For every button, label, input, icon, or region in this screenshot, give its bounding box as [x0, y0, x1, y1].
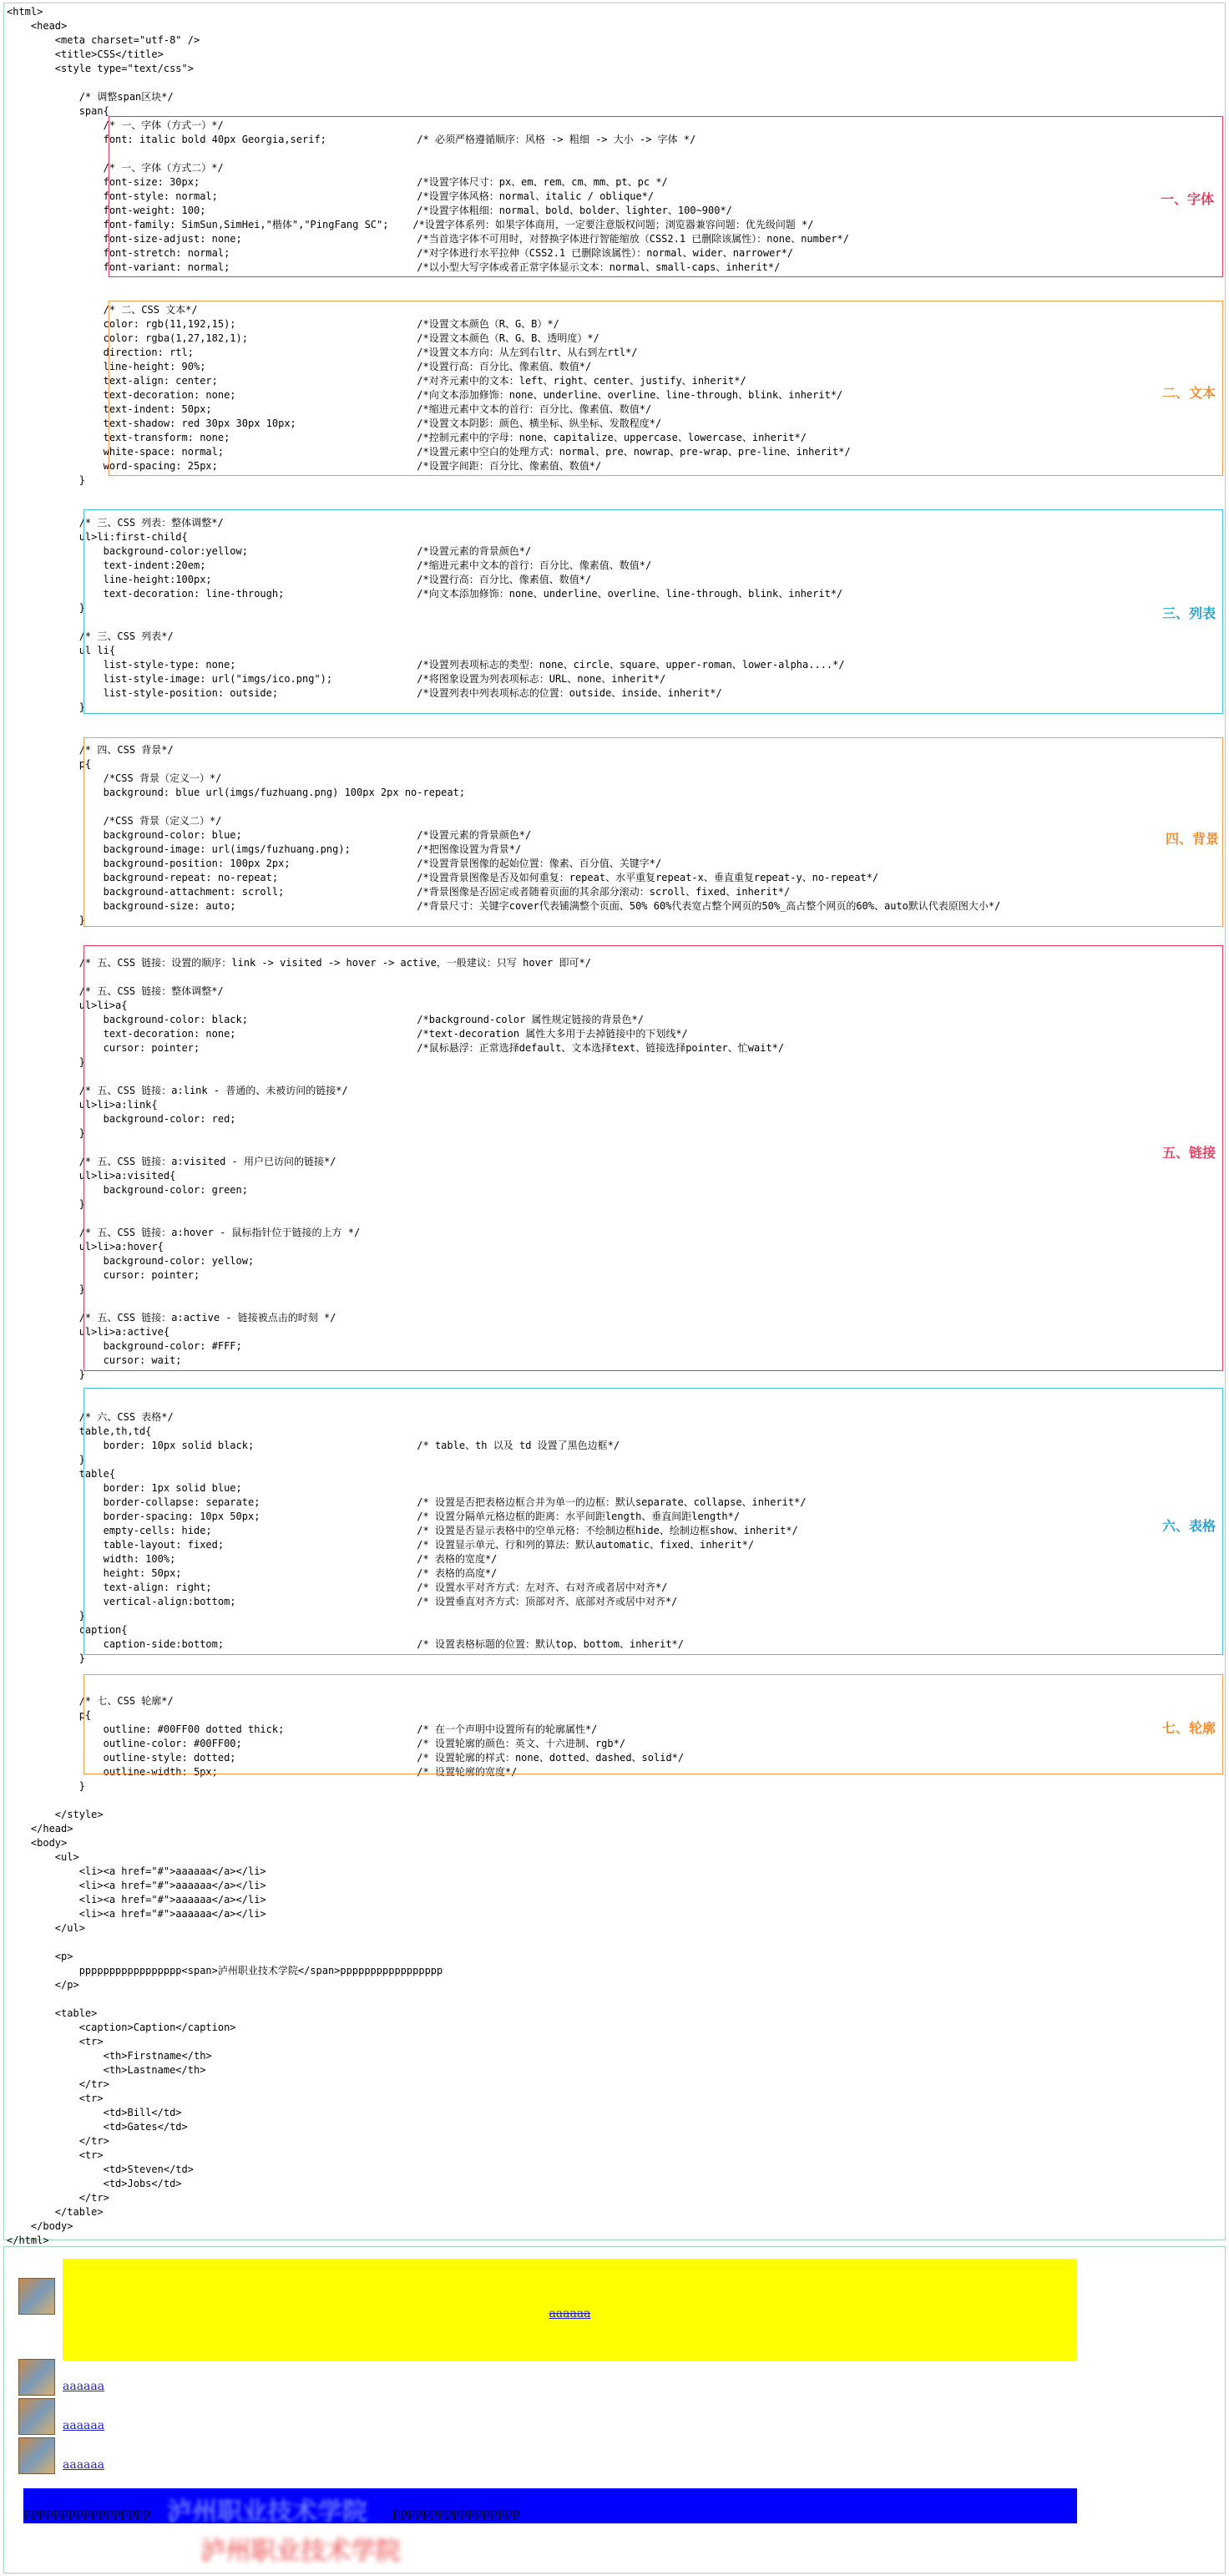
code-line: } [7, 1056, 85, 1068]
code-line: font-size: 30px; /*设置字体尺寸：px、em、rem、cm、mm、pt、pc */ [7, 176, 668, 188]
section-label-outline: 七、轮廓 [1162, 1720, 1216, 1736]
code-line: /* 五、CSS 链接：a:link - 普通的、未被访问的链接*/ [7, 1085, 348, 1096]
code-line: font-stretch: normal; /*对字体进行水平拉伸（CSS2.1 已删除该属性）：normal、wider、narrower*/ [7, 247, 794, 259]
code-line: background-color: black; /*background-color 属性规定链接的背景色*/ [7, 1014, 644, 1025]
list-marker-icon [18, 2398, 55, 2435]
section-label-background: 四、背景 [1166, 831, 1220, 847]
code-line: <li><a href="#">aaaaaa</a></li> [7, 1894, 266, 1905]
section-box-table [83, 1388, 1223, 1655]
code-line: table,th,td{ [7, 1425, 152, 1437]
code-line: /*CSS 背景（定义二）*/ [7, 815, 222, 827]
code-line: font-family: SimSun,SimHei,"楷体","PingFang SC"; /*设置字体系列：如果字体商用，一定要注意版权问题；浏览器兼容问题：优先级问题 */ [7, 219, 814, 230]
code-line: <li><a href="#">aaaaaa</a></li> [7, 1865, 266, 1877]
code-line: } [7, 1610, 85, 1622]
code-line: <th>Lastname</th> [7, 2064, 206, 2076]
code-line: background: blue url(imgs/fuzhuang.png) 100px 2px no-repeat; [7, 787, 466, 798]
code-line: outline-width: 5px; /* 设置轮廓的宽度*/ [7, 1766, 518, 1778]
code-line: /* 三、CSS 列表：整体调整*/ [7, 517, 224, 529]
code-line: <head> [7, 20, 68, 32]
code-line: } [7, 914, 85, 926]
code-line: </html> [7, 2234, 49, 2246]
code-line: background-size: auto; /*背景尺寸：关键字cover代表铺满整个页面、50% 60%代表宽占整个网页的50%_高占整个网页的60%、auto默认代表原图大小*/ [7, 900, 1001, 912]
code-line [7, 715, 1000, 729]
code-line [7, 928, 1000, 942]
code-line: ul>li>a:active{ [7, 1326, 170, 1338]
code-line: width: 100%; /* 表格的宽度*/ [7, 1553, 498, 1565]
code-line: <tr> [7, 2149, 104, 2161]
code-line: <meta charset="utf-8" /> [7, 34, 200, 46]
code-line: font-size-adjust: none; /*当首选字体不可用时，对替换字体进行智能缩放（CSS2.1 已删除该属性）：none、number*/ [7, 233, 849, 245]
code-line: /* 七、CSS 轮廓*/ [7, 1695, 174, 1707]
paragraph-start: ppppppppppppppppp [23, 2507, 151, 2520]
code-line: /* 三、CSS 列表*/ [7, 630, 174, 642]
code-line: color: rgb(11,192,15); /*设置文本颜色（R、G、B）*/ [7, 318, 559, 330]
code-line: table-layout: fixed; /* 设置显示单元、行和列的算法：默认automatic、fixed、inherit*/ [7, 1539, 755, 1551]
code-line: border-collapse: separate; /* 设置是否把表格边框合并为单一的边框：默认separate、collapse、inherit*/ [7, 1496, 807, 1508]
code-line: cursor: pointer; /*鼠标悬浮：正常选择default、文本选择text、链接选择pointer、忙wait*/ [7, 1042, 785, 1054]
paragraph-text [23, 2507, 520, 2520]
code-line: list-style-image: url("imgs/ico.png"); /*将图象设置为列表项标志：URL、none、inherit*/ [7, 673, 666, 685]
code-line: <tr> [7, 2036, 104, 2047]
code-line: </tr> [7, 2135, 109, 2147]
span-text-ghost: 泸州职业技术学院 [167, 2498, 367, 2527]
code-line [7, 488, 1000, 502]
code-line [7, 1936, 1000, 1950]
code-line: <title>CSS</title> [7, 48, 164, 60]
section-box-text [109, 301, 1223, 476]
code-line: <table> [7, 2007, 98, 2019]
code-line: </head> [7, 1823, 73, 1835]
code-line: /* 四、CSS 背景*/ [7, 744, 174, 756]
code-line: outline: #00FF00 dotted thick; /* 在一个声明中设置所有的轮廓属性*/ [7, 1723, 598, 1735]
code-line: white-space: normal; /*设置元素中空白的处理方式：normal、pre、nowrap、pre-wrap、pre-line、inherit*/ [7, 446, 851, 458]
code-line: vertical-align:bottom; /* 设置垂直对齐方式：顶部对齐、底部对齐或居中对齐*/ [7, 1596, 678, 1607]
code-line: border: 1px solid blue; [7, 1482, 242, 1494]
code-line: font-weight: 100; /*设置字体粗细：normal、bold、bolder、lighter、100~900*/ [7, 205, 732, 216]
code-line: background-image: url(imgs/fuzhuang.png); /*把图像设置为背景*/ [7, 843, 522, 855]
code-line: font-variant: normal; /*以小型大写字体或者正常字体显示文本：normal、small-caps、inherit*/ [7, 261, 781, 273]
code-line: </p> [7, 1979, 79, 1991]
code-line: cursor: wait; [7, 1354, 182, 1366]
code-line: <td>Bill</td> [7, 2107, 182, 2118]
code-line: outline-style: dotted; /* 设置轮廓的样式：none、dotted、dashed、solid*/ [7, 1752, 685, 1764]
code-line: <th>Firstname</th> [7, 2050, 212, 2062]
code-line: } [7, 701, 85, 713]
code-line: empty-cells: hide; /* 设置是否显示表格中的空单元格：不绘制边框hide、绘制边框show、inherit*/ [7, 1525, 798, 1536]
code-line: </ul> [7, 1922, 85, 1934]
first-list-item [63, 2259, 1077, 2361]
code-line: color: rgba(1,27,182,1); /*设置文本颜色（R、G、B、透明度）*/ [7, 332, 599, 344]
code-line: <tr> [7, 2093, 104, 2104]
code-line: direction: rtl; /*设置文本方向：从左到右ltr、从右到左rtl*/ [7, 347, 638, 358]
code-line: text-decoration: none; /*向文本添加修饰：none、underline、overline、line-through、blink、inherit*/ [7, 389, 843, 401]
code-line: line-height:100px; /*设置行高：百分比、像素值、数值*/ [7, 574, 592, 585]
code-line: <ul> [7, 1851, 79, 1863]
code-line: /* 一、字体（方式一）*/ [7, 119, 224, 131]
list-marker-icon [18, 2437, 55, 2474]
section-label-table: 六、表格 [1162, 1518, 1216, 1534]
code-line: <td>Steven</td> [7, 2164, 194, 2175]
code-line: } [7, 474, 85, 486]
code-line: <td>Gates</td> [7, 2121, 188, 2133]
code-line: text-decoration: line-through; /*向文本添加修饰：none、underline、overline、line-through、blink、inherit*/ [7, 588, 843, 600]
section-box-link [83, 945, 1223, 1371]
code-line: text-align: center; /*对齐元素中的文本：left、right、center、justify、inherit*/ [7, 375, 746, 387]
list-marker-icon [18, 2359, 55, 2396]
code-line: <body> [7, 1837, 68, 1849]
code-line: list-style-position: outside; /*设置列表中列表项标志的位置：outside、inside、inherit*/ [7, 687, 722, 699]
paragraph-end: ppppppppppppppppp [392, 2507, 520, 2520]
code-line: cursor: pointer; [7, 1269, 200, 1281]
code-line: outline-color: #00FF00; /* 设置轮廓的颜色：英文、十六进制、rgb*/ [7, 1738, 626, 1749]
span-text-shadow: 泸州职业技术学院 [200, 2537, 401, 2566]
code-line: } [7, 1780, 85, 1792]
code-line: /* 二、CSS 文本*/ [7, 304, 198, 316]
code-line: background-position: 100px 2px; /*设置背景图像的起始位置：像素、百分值、关键字*/ [7, 858, 662, 869]
code-line: background-color: red; [7, 1113, 236, 1125]
code-line: </table> [7, 2206, 104, 2218]
section-label-font: 一、字体 [1161, 191, 1215, 207]
code-line: } [7, 1454, 85, 1465]
code-line: /* 五、CSS 链接：整体调整*/ [7, 985, 224, 997]
code-line: span{ [7, 105, 109, 117]
list-marker-icon [18, 2278, 55, 2315]
code-line: background-color: #FFF; [7, 1340, 242, 1352]
code-line: } [7, 1198, 85, 1210]
code-line: text-align: right; /* 设置水平对齐方式：左对齐、右对齐或者居中对齐*/ [7, 1582, 668, 1593]
section-label-text: 二、文本 [1162, 385, 1216, 401]
list-link-1[interactable]: aaaaaa [549, 2307, 591, 2320]
code-line: font: italic bold 40px Georgia,serif; /* 必须严格遵循顺序：风格 -> 粗细 -> 大小 -> 字体 */ [7, 134, 696, 145]
code-line: list-style-type: none; /*设置列表项标志的类型：none、circle、square、upper-roman、lower-alpha....*/ [7, 659, 845, 671]
code-line: ul li{ [7, 645, 116, 656]
code-line: line-height: 90%; /*设置行高：百分比、像素值、数值*/ [7, 361, 592, 372]
code-line: caption-side:bottom; /* 设置表格标题的位置：默认top、bottom、inherit*/ [7, 1638, 684, 1650]
code-line: } [7, 1369, 85, 1380]
code-line: background-color:yellow; /*设置元素的背景颜色*/ [7, 545, 532, 557]
code-line: } [7, 1127, 85, 1139]
code-line: background-repeat: no-repeat; /*设置背景图像是否及如何重复：repeat、水平重复repeat-x、垂直重复repeat-y、no-repeat*/ [7, 872, 879, 883]
list-link-2[interactable]: aaaaaa [63, 2380, 105, 2393]
section-box-font [109, 116, 1223, 277]
code-line: <caption>Caption</caption> [7, 2022, 236, 2033]
section-label-list: 三、列表 [1162, 605, 1216, 621]
code-line: <li><a href="#">aaaaaa</a></li> [7, 1908, 266, 1920]
code-line: height: 50px; /* 表格的高度*/ [7, 1567, 498, 1579]
code-line [7, 76, 1000, 90]
code-line: caption{ [7, 1624, 128, 1636]
code-line [7, 1794, 1000, 1808]
code-line: </body> [7, 2220, 73, 2232]
code-line: ul>li:first-child{ [7, 531, 188, 543]
code-line: } [7, 1652, 85, 1664]
code-line: ul>li>a:link{ [7, 1099, 158, 1111]
code-line: ul>li>a{ [7, 1000, 128, 1011]
code-line: <li><a href="#">aaaaaa</a></li> [7, 1880, 266, 1891]
code-line: /* 一、字体（方式二）*/ [7, 162, 224, 174]
code-line: </tr> [7, 2078, 109, 2090]
code-line: background-color: blue; /*设置元素的背景颜色*/ [7, 829, 532, 841]
code-line: <td>Jobs</td> [7, 2178, 182, 2189]
list-link-3[interactable]: aaaaaa [63, 2419, 105, 2432]
code-line: </style> [7, 1809, 104, 1820]
code-line: font-style: normal; /*设置字体风格：normal、italic / oblique*/ [7, 190, 655, 202]
section-label-link: 五、链接 [1162, 1145, 1216, 1161]
code-line: ul>li>a:visited{ [7, 1170, 176, 1182]
code-line: border: 10px solid black; /* table、th 以及 td 设置了黑色边框*/ [7, 1440, 620, 1451]
code-line: text-shadow: red 30px 30px 10px; /*设置文本阴影：颜色、横坐标、纵坐标、发散程度*/ [7, 418, 662, 429]
code-line: word-spacing: 25px; /*设置字间距：百分比、像素值、数值*/ [7, 460, 602, 472]
code-line [7, 1992, 1000, 2007]
section-box-outline [83, 1674, 1223, 1774]
code-line: ul>li>a:hover{ [7, 1241, 164, 1253]
code-line: p{ [7, 758, 92, 770]
code-line: /* 五、CSS 链接：a:hover - 鼠标指针位于链接的上方 */ [7, 1227, 361, 1238]
code-line: /* 五、CSS 链接：a:active - 链接被点击的时刻 */ [7, 1312, 336, 1323]
code-line: text-transform: none; /*控制元素中的字母：none、capitalize、uppercase、lowercase、inherit*/ [7, 432, 807, 443]
code-line: /* 五、CSS 链接：a:visited - 用户已访问的链接*/ [7, 1156, 336, 1167]
list-link-4[interactable]: aaaaaa [63, 2458, 105, 2472]
code-line: text-indent: 50px; /*缩进元素中文本的首行：百分比、像素值、数值*/ [7, 403, 652, 415]
code-line: /* 调整span区块*/ [7, 91, 174, 103]
section-box-list [83, 509, 1223, 714]
code-line: ppppppppppppppppp<span>泸州职业技术学院</span>ppppppppppppppppp [7, 1965, 443, 1976]
code-line: <html> [7, 6, 43, 18]
code-line: background-color: green; [7, 1184, 248, 1196]
code-line: <style type="text/css"> [7, 63, 194, 74]
code-line: table{ [7, 1468, 116, 1480]
code-line: background-color: yellow; [7, 1255, 255, 1267]
code-line: text-decoration: none; /*text-decoration 属性大多用于去掉链接中的下划线*/ [7, 1028, 688, 1040]
code-line: background-attachment: scroll; /*背景图像是否固定或者随着页面的其余部分滚动：scroll、fixed、inherit*/ [7, 886, 791, 898]
code-line: border-spacing: 10px 50px; /* 设置分隔单元格边框的距离：水平间距length、垂直间距length*/ [7, 1511, 741, 1522]
code-line: } [7, 1283, 85, 1295]
code-line: /* 五、CSS 链接：设置的顺序：link -> visited -> hover -> active，一般建议：只写 hover 即可*/ [7, 957, 591, 969]
code-line: } [7, 602, 85, 614]
code-line: </tr> [7, 2192, 109, 2204]
code-line: /*CSS 背景（定义一）*/ [7, 772, 222, 784]
code-line: /* 六、CSS 表格*/ [7, 1411, 174, 1423]
code-line: <p> [7, 1951, 73, 1962]
code-line: text-indent:20em; /*缩进元素中文本的首行：百分比、像素值、数值*/ [7, 559, 652, 571]
code-line: p{ [7, 1709, 92, 1721]
section-box-background [83, 737, 1223, 927]
